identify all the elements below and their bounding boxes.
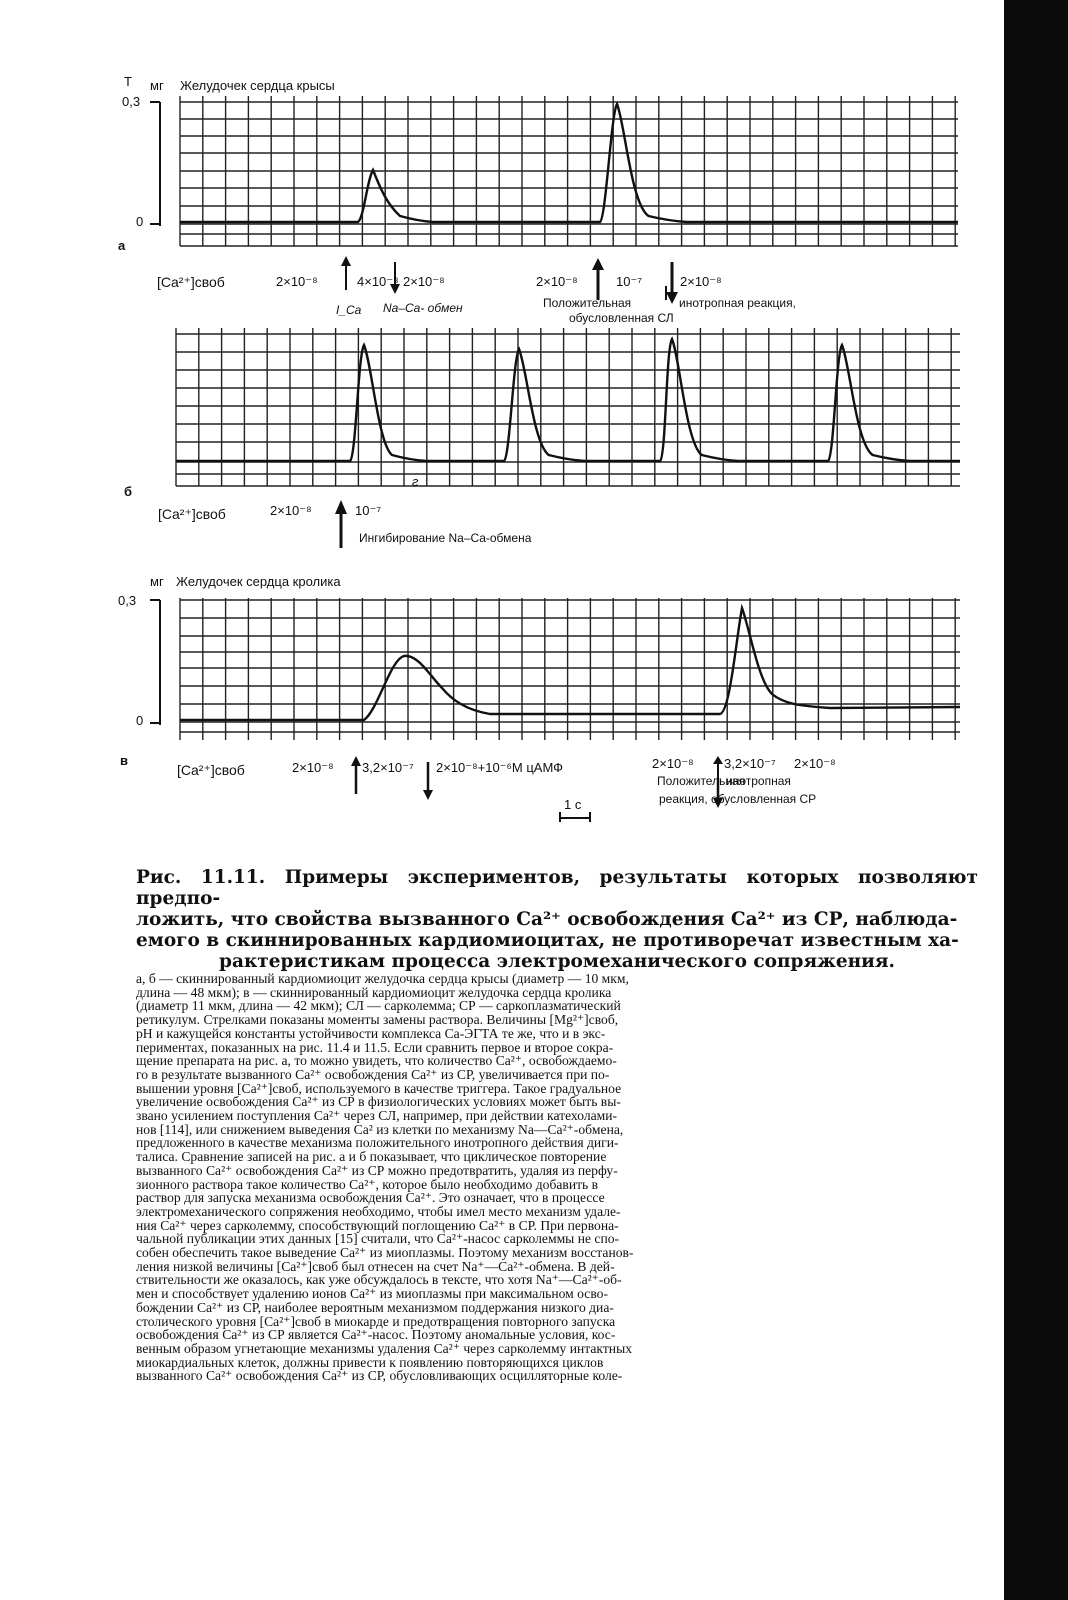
legend-line: щение препарата на рис. а, то можно увидеть, что количество Ca²⁺, освобождаемо- bbox=[136, 1053, 617, 1069]
legend-line: столического уровня [Ca²⁺]своб в миокарде и предотвращения повторного запуска bbox=[136, 1313, 616, 1329]
legend-line: го в результате вызванного Ca²⁺ освобождения Ca²⁺ из СР, увеличивается при по- bbox=[136, 1066, 610, 1082]
caption-line-1: Рис. 11.11. Примеры экспериментов, результаты которых позволяют предпо- bbox=[136, 867, 978, 909]
caption-lead: Рис. 11.11. bbox=[136, 867, 266, 888]
scale-bar bbox=[560, 812, 590, 822]
caption-line-2: ложить, что свойства вызванного Ca²⁺ освобождения Ca²⁺ из СР, наблюда- bbox=[136, 909, 958, 930]
grid-panel-b bbox=[176, 328, 960, 486]
panel-c-title: Желудочек сердца кролика bbox=[176, 574, 341, 589]
panel-b-mark: г bbox=[412, 474, 419, 489]
legend-line: собен обеспечить такое выведение Ca²⁺ из миоплазмы. Поэтому механизм восстанов- bbox=[136, 1245, 634, 1261]
y-zero-label-a: 0 bbox=[136, 214, 144, 229]
legend-line: рН и кажущейся константы устойчивости комплекса Ca-ЭГТА те же, что и в экс- bbox=[136, 1025, 606, 1041]
conc-a-3: 2×10⁻⁸ bbox=[403, 274, 445, 289]
legend-line: освобождения Ca²⁺ из СР является Ca²⁺-насос. Поэтому аномальные условия, кос- bbox=[136, 1327, 616, 1343]
conc-label-a: [Ca²⁺]своб bbox=[157, 274, 225, 290]
figure-traces bbox=[0, 0, 1004, 840]
conc-a-6: 2×10⁻⁸ bbox=[680, 274, 722, 289]
legend-line: вызванного Ca²⁺ освобождения Ca²⁺ из СР можно предотвратить, удаляя из перфу- bbox=[136, 1162, 618, 1178]
legend-line: зионного раствора такое количество Ca²⁺, которое было необходимо добавить в bbox=[136, 1176, 599, 1192]
y-top-label-a: 0,3 bbox=[122, 94, 141, 109]
arrow-down-c2 bbox=[423, 762, 433, 800]
scale-bar-label: 1 с bbox=[564, 797, 582, 812]
panel-letter-a: а bbox=[118, 238, 126, 253]
legend-line: талиса. Сравнение записей на рис. а и б показывает, что циклическое повторение bbox=[136, 1149, 607, 1165]
inhib-label: Ингибирование Na–Ca-обмена bbox=[359, 531, 532, 545]
arrow-up-a3 bbox=[592, 258, 604, 300]
conc-a-1: 2×10⁻⁸ bbox=[276, 274, 318, 289]
trace-panel-c bbox=[180, 608, 960, 720]
conc-c-2: 3,2×10⁻⁷ bbox=[362, 760, 414, 775]
panel-letter-c: в bbox=[120, 753, 128, 768]
legend-line: раствор для запуска механизма освобождения Ca²⁺. Это означает, что в процессе bbox=[136, 1190, 605, 1206]
trace-panel-b bbox=[176, 339, 960, 461]
panel-letter-b: б bbox=[124, 484, 133, 499]
caption-line-3: емого в скиннированных кардиомиоцитах, не противоречат известным ха- bbox=[136, 930, 959, 951]
ino-c-3: реакция, обусловленная СР bbox=[659, 792, 817, 806]
ino-c-1: Положительная bbox=[657, 774, 746, 788]
ino-c-2: инотропная bbox=[726, 774, 791, 788]
panel-a-title: Желудочек сердца крысы bbox=[180, 78, 335, 93]
legend-line: ствительности же оказалось, как уже обсуждалось в тексте, что хотя Na⁺—Ca²⁺-об- bbox=[136, 1272, 622, 1288]
conc-c-3: 2×10⁻⁸+10⁻⁶М цАМФ bbox=[436, 760, 564, 775]
conc-c-4: 2×10⁻⁸ bbox=[652, 756, 694, 771]
legend-line: чальной публикации этих данных [15] считали, что Ca²⁺-насос сарколеммы не спо- bbox=[136, 1231, 620, 1247]
ica-label: I_Ca bbox=[336, 303, 362, 317]
grid-panel-a bbox=[180, 96, 958, 246]
scan-edge-shadow bbox=[1004, 0, 1068, 1600]
legend-line: а, б — скиннированный кардиомиоцит желудочка сердца крысы (диаметр — 10 мкм, bbox=[136, 971, 629, 986]
ino-a-3: обусловленная СЛ bbox=[569, 311, 674, 325]
naca-label: Na–Ca- обмен bbox=[383, 301, 463, 315]
conc-a-2: 4×10⁻⁸ bbox=[357, 274, 399, 289]
caption-line-4: рактеристикам процесса электромеханического сопряжения. bbox=[219, 951, 895, 972]
y-top-label-c: 0,3 bbox=[118, 593, 137, 608]
legend-line: нов [114], или снижением выведения Ca² из клетки по механизму Na—Ca²⁺-обмена, bbox=[136, 1121, 624, 1137]
conc-b-2: 10⁻⁷ bbox=[355, 503, 382, 518]
legend-line: электромеханического сопряжения необходимо, чтобы имел место механизм удале- bbox=[136, 1203, 621, 1219]
grid-panel-c bbox=[180, 598, 960, 740]
ino-a-2: инотропная реакция, bbox=[679, 296, 796, 310]
legend-line: периментах, показанных на рис. 11.4 и 11.5. Если сравнить первое и второе сокра- bbox=[136, 1039, 614, 1055]
legend-line: миокардиальных клеток, должны привести к появлению повторяющихся циклов bbox=[136, 1354, 604, 1370]
legend-line: (диаметр 11 мкм, длина — 42 мкм); СЛ — сарколемма; СР — саркоплазматический bbox=[136, 998, 621, 1014]
legend-line: ния Ca²⁺ через сарколемму, способствующий поглощению Ca²⁺ в СР. При первона- bbox=[136, 1217, 619, 1233]
legend-line: вызванного Ca²⁺ освобождения Ca²⁺ из СР, обусловливающих осцилляторные коле- bbox=[136, 1368, 623, 1384]
arrow-up-b1 bbox=[335, 500, 347, 548]
arrow-up-a1 bbox=[341, 256, 351, 290]
arrow-up-c1 bbox=[351, 756, 361, 794]
legend-line: увеличение освобождения Ca²⁺ из СР в физиологических условиях может быть вы- bbox=[136, 1094, 621, 1110]
conc-a-4: 2×10⁻⁸ bbox=[536, 274, 578, 289]
figure-caption bbox=[136, 867, 978, 972]
conc-c-5: 3,2×10⁻⁷ bbox=[724, 756, 776, 771]
legend-line: предложенного в качестве механизма положительного инотропного действия диги- bbox=[136, 1135, 619, 1151]
ino-a-1: Положительная bbox=[543, 296, 632, 310]
legend-line: ретикулум. Стрелками показаны моменты замены раствора. Величины [Mg²⁺]своб, bbox=[136, 1012, 619, 1028]
figure-legend-text bbox=[136, 972, 986, 1383]
y-unit-left-a: Т bbox=[124, 74, 132, 89]
y-zero-label-c: 0 bbox=[136, 713, 144, 728]
y-unit-right-a: мг bbox=[150, 78, 164, 93]
conc-b-1: 2×10⁻⁸ bbox=[270, 503, 312, 518]
legend-line: бождении Ca²⁺ из СР, наиболее вероятным механизмом поддержания низкого диа- bbox=[136, 1299, 614, 1315]
legend-line: длина — 48 мкм); в — скиннированный кардиомиоцит желудочка сердца кролика bbox=[136, 984, 612, 1000]
conc-a-5: 10⁻⁷ bbox=[616, 274, 643, 289]
legend-line: мен и способствует удалению ионов Ca²⁺ из миоплазмы при максимальном осво- bbox=[136, 1286, 608, 1302]
arrow-down-a4 bbox=[666, 262, 678, 304]
legend-line: вышении уровня [Ca²⁺]своб, используемого в качестве триггера. Такое градуальное bbox=[136, 1080, 622, 1096]
y-unit-right-c: мг bbox=[150, 574, 164, 589]
conc-label-b: [Ca²⁺]своб bbox=[158, 506, 226, 522]
legend-line: ления низкой величины [Ca²⁺]своб был отнесен на счет Na⁺—Ca²⁺-обмена. В дей- bbox=[136, 1258, 615, 1274]
legend-line: звано усилением поступления Ca²⁺ через СЛ, например, при действии катехолами- bbox=[136, 1108, 618, 1124]
conc-c-1: 2×10⁻⁸ bbox=[292, 760, 334, 775]
conc-label-c: [Ca²⁺]своб bbox=[177, 762, 245, 778]
legend-line: венным образом угнетающие механизмы удаления Ca²⁺ через сарколемму интактных bbox=[136, 1340, 632, 1356]
conc-c-6: 2×10⁻⁸ bbox=[794, 756, 836, 771]
